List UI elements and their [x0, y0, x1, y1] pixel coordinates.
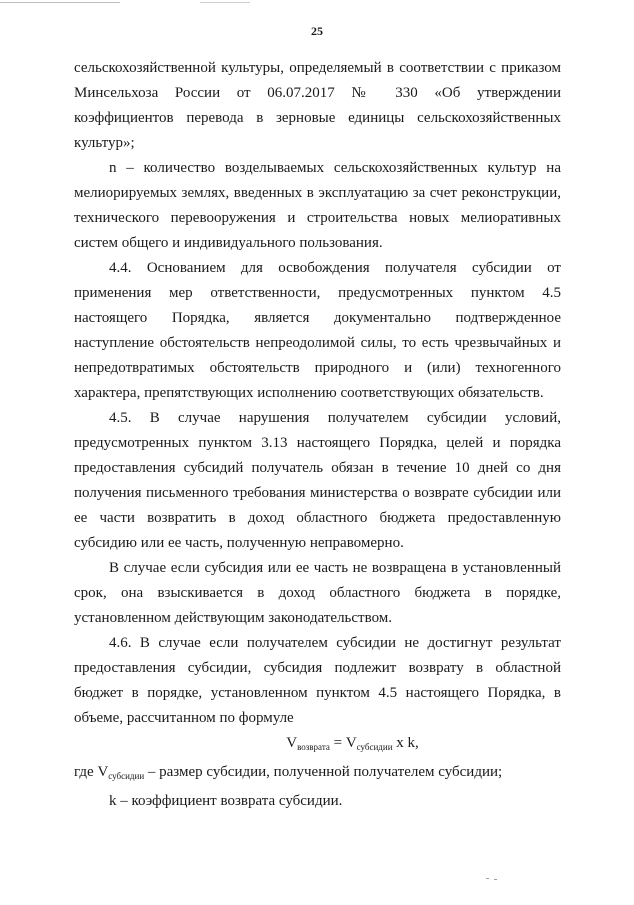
definition-v-subscript: субсидии — [108, 771, 145, 781]
scan-top-edge — [0, 2, 634, 3]
refund-formula — [74, 731, 561, 760]
paragraph-n-definition: n – количество возделываемых сельскохозяйственных культур на мелиорируемых землях, введенных в эксплуатацию за счет реконструкции, технического перевооружения и строительства новых мелиоративных систем общего и индивидуального пользования. — [74, 160, 561, 251]
paragraph-4-6: 4.6. В случае если получателем субсидии не достигнут результат предоставления субсидии, субсидия подлежит возврату в областной бюджет в порядке, установленном пунктом 4.5 настоящего Порядка, в объеме, рассчитанном по формуле — [74, 635, 561, 726]
formula-v-subscript: возврата — [297, 742, 330, 752]
formula-rhs-subscript: субсидии — [356, 742, 393, 752]
definition-v-text: – размер субсидии, полученной получателем субсидии; — [144, 764, 503, 780]
definition-v-prefix: где V — [74, 764, 109, 780]
formula-v: V — [286, 735, 298, 751]
paragraph-4-4: 4.4. Основанием для освобождения получателя субсидии от применения мер ответственности, предусмотренных пунктом 4.5 настоящего Порядка, является документально подтвержденное наступление обстоятельств непреодолимой силы, то есть чрезвычайных и непредотвратимых обстоятельств природного и (или) техногенного характера, препятствующих исполнению соответствующих обязательств. — [74, 260, 561, 401]
document-body — [74, 56, 561, 814]
scan-noise — [486, 878, 489, 879]
definition-k: k – коэффициент возврата субсидии. — [109, 793, 343, 809]
page-number: 25 — [311, 24, 323, 38]
definition-v-subsidy — [74, 760, 561, 789]
paragraph-4-5: 4.5. В случае нарушения получателем субсидии условий, предусмотренных пунктом 3.13 настоящего Порядка, целей и порядка предоставления субсидий получатель обязан в течение 10 дней со дня получения письменного требования министерства о возврате субсидии или ее части возвратить в доход областного бюджета предоставленную субсидию или ее часть, полученную неправомерно. — [74, 410, 561, 551]
paragraph-coefficient-definition: сельскохозяйственной культуры, определяемый в соответствии с приказом Минсельхоза России от 06.07.2017 № 330 «Об утверждении коэффициентов перевода в зерновые единицы сельскохозяйственных культур»; — [74, 60, 561, 151]
formula-tail: x k, — [392, 735, 419, 751]
paragraph-4-5-recovery: В случае если субсидия или ее часть не возвращена в установленный срок, она взыскивается в доход областного бюджета в порядке, установленном действующим законодательством. — [74, 560, 561, 626]
formula-equals: = V — [329, 735, 357, 751]
scan-noise — [494, 879, 497, 880]
